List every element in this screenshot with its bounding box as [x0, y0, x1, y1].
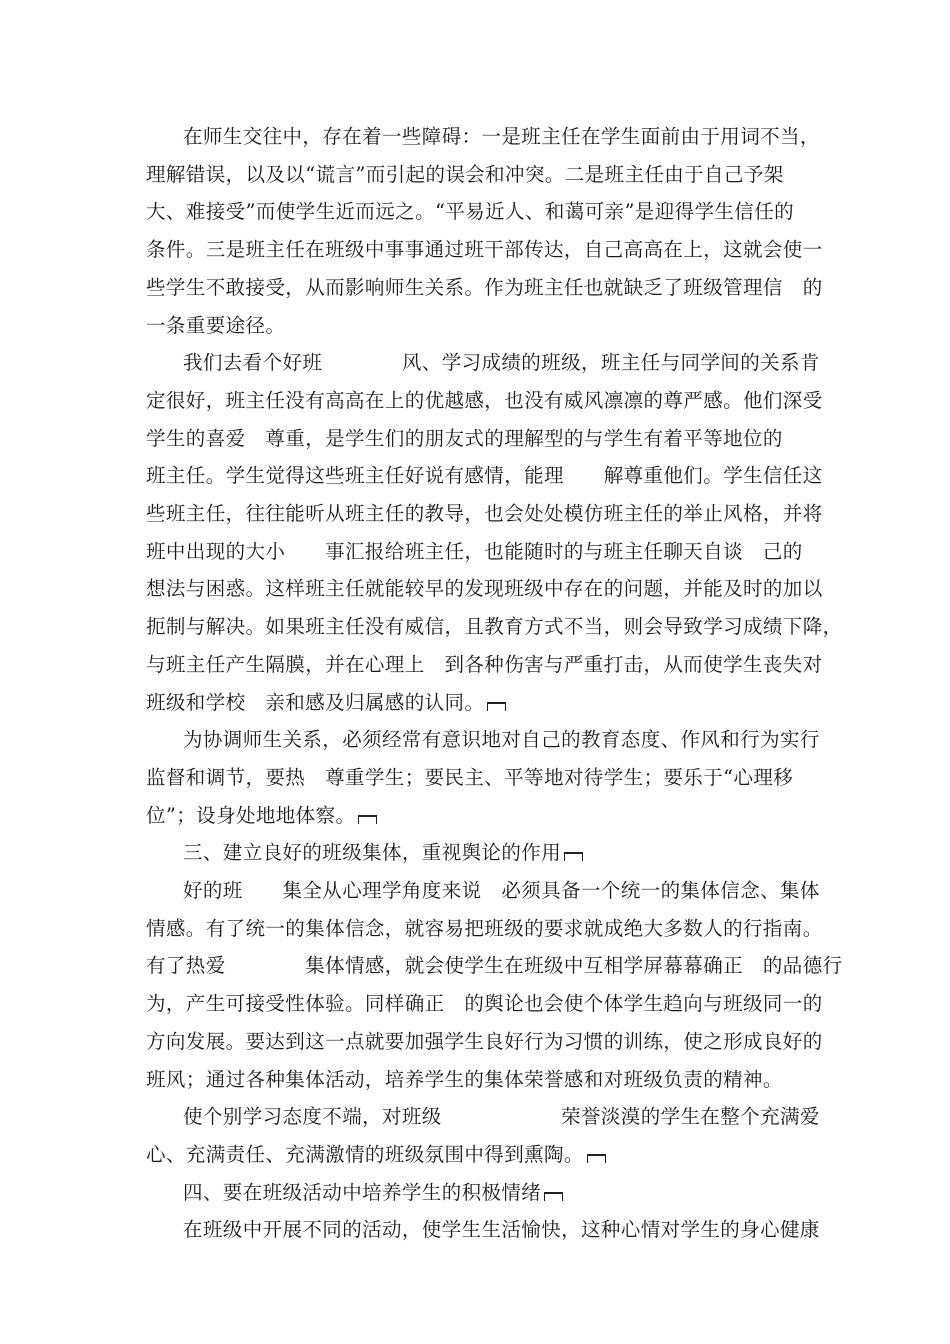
text-line-content: 位”；设身处地地体察。 [146, 803, 356, 827]
text-line-content: 四、要在班级活动中培养学生的积极情绪 [183, 1180, 542, 1204]
text-line-content: 班中出现的大小 事汇报给班主任，也能随时的与班主任聊天自谈 己的 [146, 539, 803, 563]
text-line-content: 班主任。学生觉得这些班主任好说有感情，能理 解尊重他们。学生信任这 [146, 464, 823, 488]
text-line [146, 420, 818, 458]
paragraph-mark-icon [587, 1154, 606, 1163]
text-line [146, 307, 818, 345]
text-line-content: 好的班 集全从心理学角度来说 必须具备一个统一的集体信念、集体 [183, 879, 820, 903]
text-line [146, 1023, 823, 1061]
text-line-content: 班风；通过各种集体活动，培养学生的集体荣誉感和对班级负责的精神。 [146, 1067, 783, 1091]
paragraph-mark-icon [487, 702, 506, 711]
text-line-content: 方向发展。要达到这一点就要加强学生良好行为习惯的训练，使之形成良好的 [146, 1029, 823, 1053]
text-line [146, 1061, 818, 1099]
text-line [146, 797, 818, 835]
text-line-content: 三、建立良好的班级集体，重视舆论的作用 [183, 841, 562, 865]
text-line-content: 理解错误，以及以“谎言”而引起的误会和冲突。二是班主任由于自己予架 [146, 162, 784, 186]
text-line-content: 为协调师生关系，必须经常有意识地对自己的教育态度、作风和行为实行 [183, 728, 820, 752]
text-line [146, 834, 818, 872]
text-line [146, 608, 843, 646]
text-line [146, 231, 823, 269]
text-line [146, 1098, 818, 1136]
paragraph-mark-icon [358, 815, 377, 824]
text-line [146, 759, 818, 797]
text-line [146, 684, 818, 722]
text-line-content: 些学生不敢接受，从而影响师生关系。作为班主任也就缺乏了班级管理信 的 [146, 275, 823, 299]
text-line-content: 一条重要途径。 [146, 313, 286, 337]
text-line-content: 与班主任产生隔膜，并在心理上 到各种伤害与严重打击，从而使学生丧失对 [146, 652, 823, 676]
text-line [146, 985, 823, 1023]
text-line-content: 定很好，班主任没有高高在上的优越感，也没有威风凛凛的尊严感。他们深受 [146, 388, 823, 412]
text-line-content: 在师生交往中，存在着一些障碍：一是班主任在学生面前由于用词不当， [183, 125, 820, 148]
text-line-content: 使个别学习态度不端，对班级 荣誉淡漠的学生在整个充满爱 [183, 1105, 820, 1129]
text-line [146, 382, 823, 420]
text-line [146, 1211, 818, 1249]
text-line [146, 872, 818, 910]
text-line-content: 扼制与解决。如果班主任没有威信，且教育方式不当，则会导致学习成绩下降， [146, 615, 843, 639]
paragraph-mark-icon [564, 852, 583, 861]
text-line [146, 118, 818, 156]
text-line [146, 1174, 818, 1212]
text-line [146, 344, 818, 382]
text-line-content: 我们去看个好班 风、学习成绩的班级，班主任与同学间的关系肯 [183, 351, 820, 375]
text-line-content: 有了热爱 集体情感，就会使学生在班级中互相学屏幕幕确正 的品德行 [146, 954, 843, 978]
text-line-content: 为，产生可接受性体验。同样确正 的舆论也会使个体学生趋向与班级同一的 [146, 992, 823, 1016]
text-line [146, 570, 823, 608]
text-line [146, 1136, 818, 1174]
text-line-content: 监督和调节，要热 尊重学生；要民主、平等地对待学生；要乐于“心理移 [146, 765, 794, 789]
text-line-content: 些班主任，往往能听从班主任的教导，也会处处模仿班主任的举止风格，并将 [146, 502, 823, 526]
text-line [146, 193, 818, 231]
text-line-content: 大、难接受”而使学生近而远之。“平易近人、和蔼可亲”是迎得学生信任的 [146, 200, 795, 224]
paragraph-mark-icon [544, 1192, 563, 1201]
text-line [146, 156, 818, 194]
text-line [146, 457, 823, 495]
text-line-content: 情感。有了统一的集体信念，就容易把班级的要求就成绝大多数人的行指南。 [146, 916, 823, 940]
text-line-content: 学生的喜爱 尊重，是学生们的朋友式的理解型的与学生有着平等地位的 [146, 426, 783, 450]
text-line [146, 646, 823, 684]
text-line-content: 班级和学校 亲和感及归属感的认同。 [146, 690, 485, 714]
text-line [146, 495, 823, 533]
text-line-content: 在班级中开展不同的活动，使学生生活愉快，这种心情对学生的身心健康 [183, 1218, 820, 1242]
document-page [146, 118, 843, 1249]
text-line [146, 721, 818, 759]
text-line-content: 想法与困惑。这样班主任就能较早的发现班级中存在的问题，并能及时的加以 [146, 577, 823, 601]
text-line [146, 269, 823, 307]
text-line [146, 910, 823, 948]
text-line-content: 条件。三是班主任在班级中事事通过班干部传达，自己高高在上，这就会使一 [146, 238, 823, 262]
text-line-content: 心、充满责任、充满激情的班级氛围中得到熏陶。 [146, 1142, 584, 1166]
text-line [146, 947, 843, 985]
text-line [146, 533, 818, 571]
